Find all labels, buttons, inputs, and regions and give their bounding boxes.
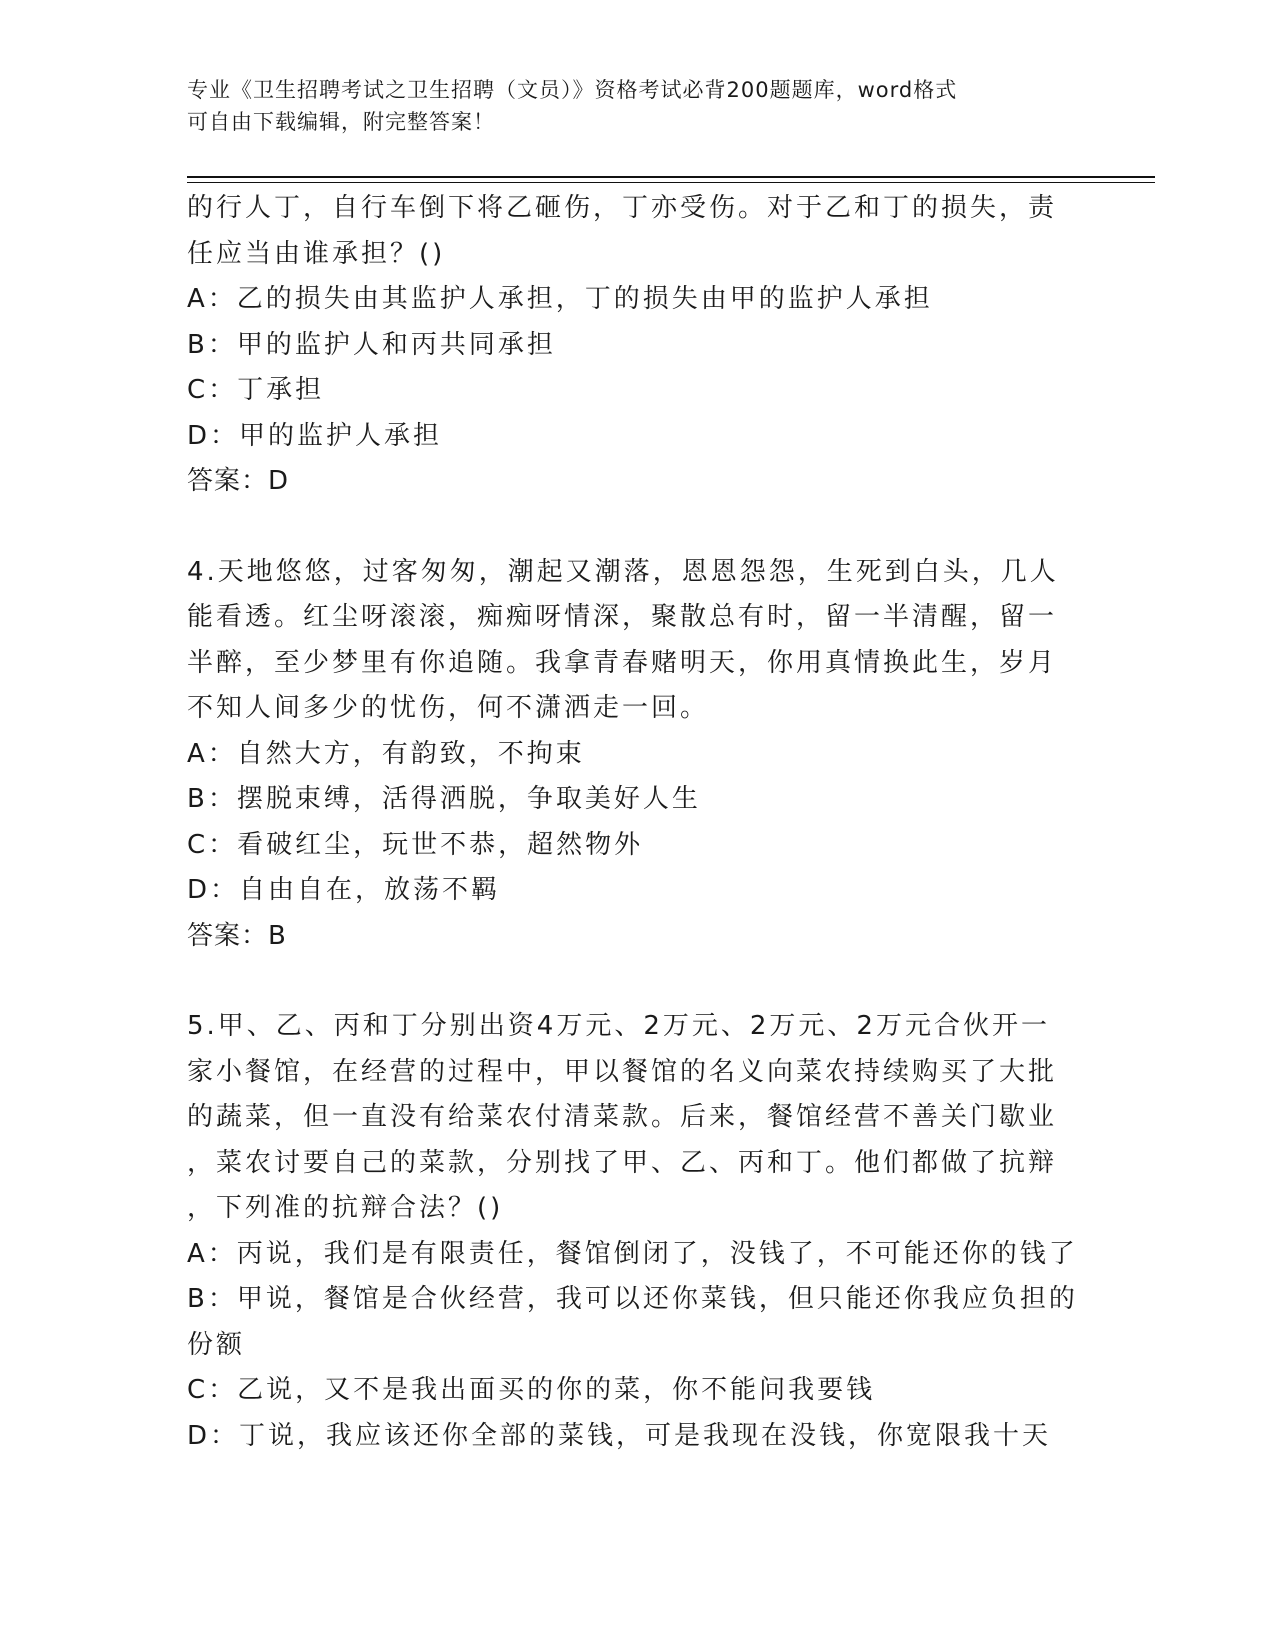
option-b-continued: 份额 [187, 1329, 246, 1360]
header-title-line-1: 专业《卫生招聘考试之卫生招聘（文员）》资格考试必背200题题库，word格式 [187, 78, 958, 102]
answer-line: 答案：B [187, 920, 287, 951]
option-a: A：乙的损失由其监护人承担，丁的损失由甲的监护人承担 [187, 284, 933, 314]
answer-line: 答案：D [187, 466, 290, 496]
question-stem-line: 不知人间多少的忧伤，何不潇洒走一回。 [187, 693, 710, 723]
question-stem-line: 的行人丁，自行车倒下将乙砸伤，丁亦受伤。对于乙和丁的损失，责 [187, 193, 1058, 223]
header-divider-thin [187, 182, 1155, 183]
option-a: A：自然大方，有韵致，不拘束 [187, 738, 585, 769]
option-b: B：摆脱束缚，活得洒脱，争取美好人生 [187, 784, 701, 814]
header-title-line-2: 可自由下载编辑，附完整答案！ [187, 110, 495, 134]
option-d: D：自由自在，放荡不羁 [187, 875, 501, 905]
option-b: B：甲的监护人和丙共同承担 [187, 329, 556, 360]
option-d: D：丁说，我应该还你全部的菜钱，可是我现在没钱，你宽限我十天 [187, 1420, 1052, 1451]
document-header [187, 74, 1067, 138]
question-stem-line: 4.天地悠悠，过客匆匆，潮起又潮落，恩恩怨怨，生死到白头，几人 [187, 556, 1059, 587]
question-stem-line: 半醉，至少梦里有你追随。我拿青春赌明天，你用真情换此生，岁月 [187, 647, 1058, 678]
question-stem-line: 5.甲、乙、丙和丁分别出资4万元、2万元、2万元、2万元合伙开一 [187, 1011, 1050, 1041]
option-c: C：丁承担 [187, 375, 325, 405]
question-stem-line: 的蔬菜，但一直没有给菜农付清菜款。后来，餐馆经营不善关门歇业 [187, 1102, 1058, 1132]
question-spacer [187, 505, 1087, 550]
question-5 [187, 1004, 1087, 1459]
question-stem-line: 家小餐馆，在经营的过程中，甲以餐馆的名义向菜农持续购买了大批 [187, 1056, 1058, 1087]
option-a: A：丙说，我们是有限责任，餐馆倒闭了，没钱了，不可能还你的钱了 [187, 1238, 1078, 1269]
question-stem-line: ，下列准的抗辩合法？() [187, 1193, 504, 1223]
question-stem-line: 能看透。红尘呀滚滚，痴痴呀情深，聚散总有时，留一半清醒，留一 [187, 602, 1058, 632]
option-b: B：甲说，餐馆是合伙经营，我可以还你菜钱，但只能还你我应负担的 [187, 1284, 1078, 1314]
question-spacer [187, 959, 1087, 1004]
option-d: D：甲的监护人承担 [187, 420, 443, 451]
question-4 [187, 550, 1087, 960]
header-divider-thick [187, 176, 1155, 178]
question-stem-line: 任应当由谁承担？() [187, 238, 446, 269]
option-c: C：乙说，又不是我出面买的你的菜，你不能问我要钱 [187, 1375, 876, 1405]
question-list [187, 186, 1087, 1459]
question-stem-line: ，菜农讨要自己的菜款，分别找了甲、乙、丙和丁。他们都做了抗辩 [187, 1147, 1058, 1178]
option-c: C：看破红尘，玩世不恭，超然物外 [187, 829, 644, 860]
question-3 [187, 186, 1087, 505]
